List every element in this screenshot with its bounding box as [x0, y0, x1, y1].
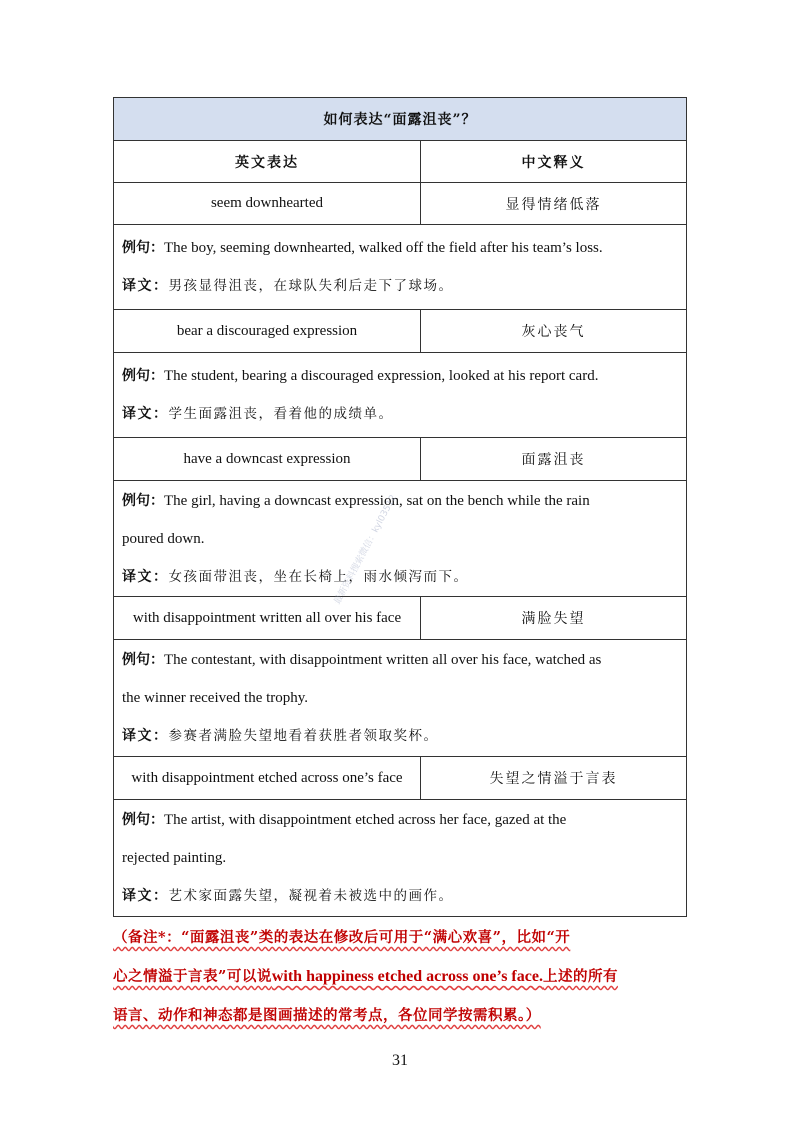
expression-meaning: 失望之情溢于言表 [421, 757, 687, 800]
expression-meaning: 面露沮丧 [421, 438, 687, 481]
column-header-chinese: 中文释义 [421, 141, 687, 183]
example-cell [114, 640, 687, 757]
expression-english: bear a discouraged expression [114, 310, 421, 353]
example-sentence-line: 例句：The boy, seeming downhearted, walked off the field after his team’s loss. [122, 240, 603, 256]
example-cell [114, 353, 687, 438]
translation-label: 译文： [122, 728, 169, 744]
example-row [114, 225, 687, 310]
example-sentence-line: rejected painting. [122, 850, 227, 866]
example-row [114, 353, 687, 438]
table-row [114, 438, 687, 481]
example-row [114, 640, 687, 757]
page-number: 31 [392, 1052, 408, 1069]
note-line-1: （备注*：“面露沮丧”类的表达在修改后可用于“满心欢喜”，比如“开 [113, 929, 571, 946]
column-header-english: 英文表达 [114, 141, 421, 183]
example-cell [114, 481, 687, 597]
example-label: 例句： [122, 240, 164, 256]
translation-line: 译文：学生面露沮丧，看着他的成绩单。 [122, 406, 394, 422]
example-cell [114, 800, 687, 917]
example-label: 例句： [122, 492, 164, 509]
example-cell [114, 225, 687, 310]
table-row [114, 310, 687, 353]
example-label: 例句： [122, 368, 164, 384]
translation-label: 译文： [122, 406, 169, 422]
translation-line: 译文：女孩面带沮丧，坐在长椅上，雨水倾泻而下。 [122, 568, 469, 585]
expression-table [113, 97, 687, 917]
table-row [114, 597, 687, 640]
translation-label: 译文： [122, 888, 169, 904]
note-line-3: 语言、动作和神态都是图画描述的常考点，各位同学按需积累。） [113, 1007, 541, 1024]
note-line-2: 心之情溢于言表”可以说with happiness etched across one’s face.上述的所有 [113, 968, 618, 985]
example-sentence-line: 例句：The contestant, with disappointment written all over his face, watched as [122, 652, 602, 668]
translation-line: 译文：男孩显得沮丧，在球队失利后走下了球场。 [122, 278, 454, 294]
table-title: 如何表达“面露沮丧”？ [114, 98, 687, 141]
translation-line: 译文：参赛者满脸失望地看着获胜者领取奖杯。 [122, 728, 439, 744]
example-label: 例句： [122, 812, 164, 828]
table-row [114, 757, 687, 800]
example-label: 例句： [122, 652, 164, 668]
expression-meaning: 满脸失望 [421, 597, 687, 640]
example-row [114, 481, 687, 597]
example-sentence-line: poured down. [122, 530, 205, 547]
expression-english: seem downhearted [114, 183, 421, 225]
expression-meaning: 灰心丧气 [421, 310, 687, 353]
expression-english: have a downcast expression [114, 438, 421, 481]
translation-line: 译文：艺术家面露失望，凝视着未被选中的画作。 [122, 888, 454, 904]
example-sentence-line: 例句：The girl, having a downcast expression, sat on the bench while the rain [122, 492, 590, 509]
expression-english: with disappointment etched across one’s face [114, 757, 421, 800]
translation-label: 译文： [122, 278, 169, 294]
expression-meaning: 显得情绪低落 [421, 183, 687, 225]
watermark: 最新资料搜索微信：kyl03512 [332, 493, 399, 607]
example-sentence-line: 例句：The artist, with disappointment etched across her face, gazed at the [122, 812, 567, 828]
table-row [114, 183, 687, 225]
example-sentence-line: 例句：The student, bearing a discouraged expression, looked at his report card. [122, 368, 599, 384]
example-sentence-line: the winner received the trophy. [122, 690, 309, 706]
translation-label: 译文： [122, 568, 169, 585]
example-row [114, 800, 687, 917]
expression-english: with disappointment written all over his face [114, 597, 421, 640]
